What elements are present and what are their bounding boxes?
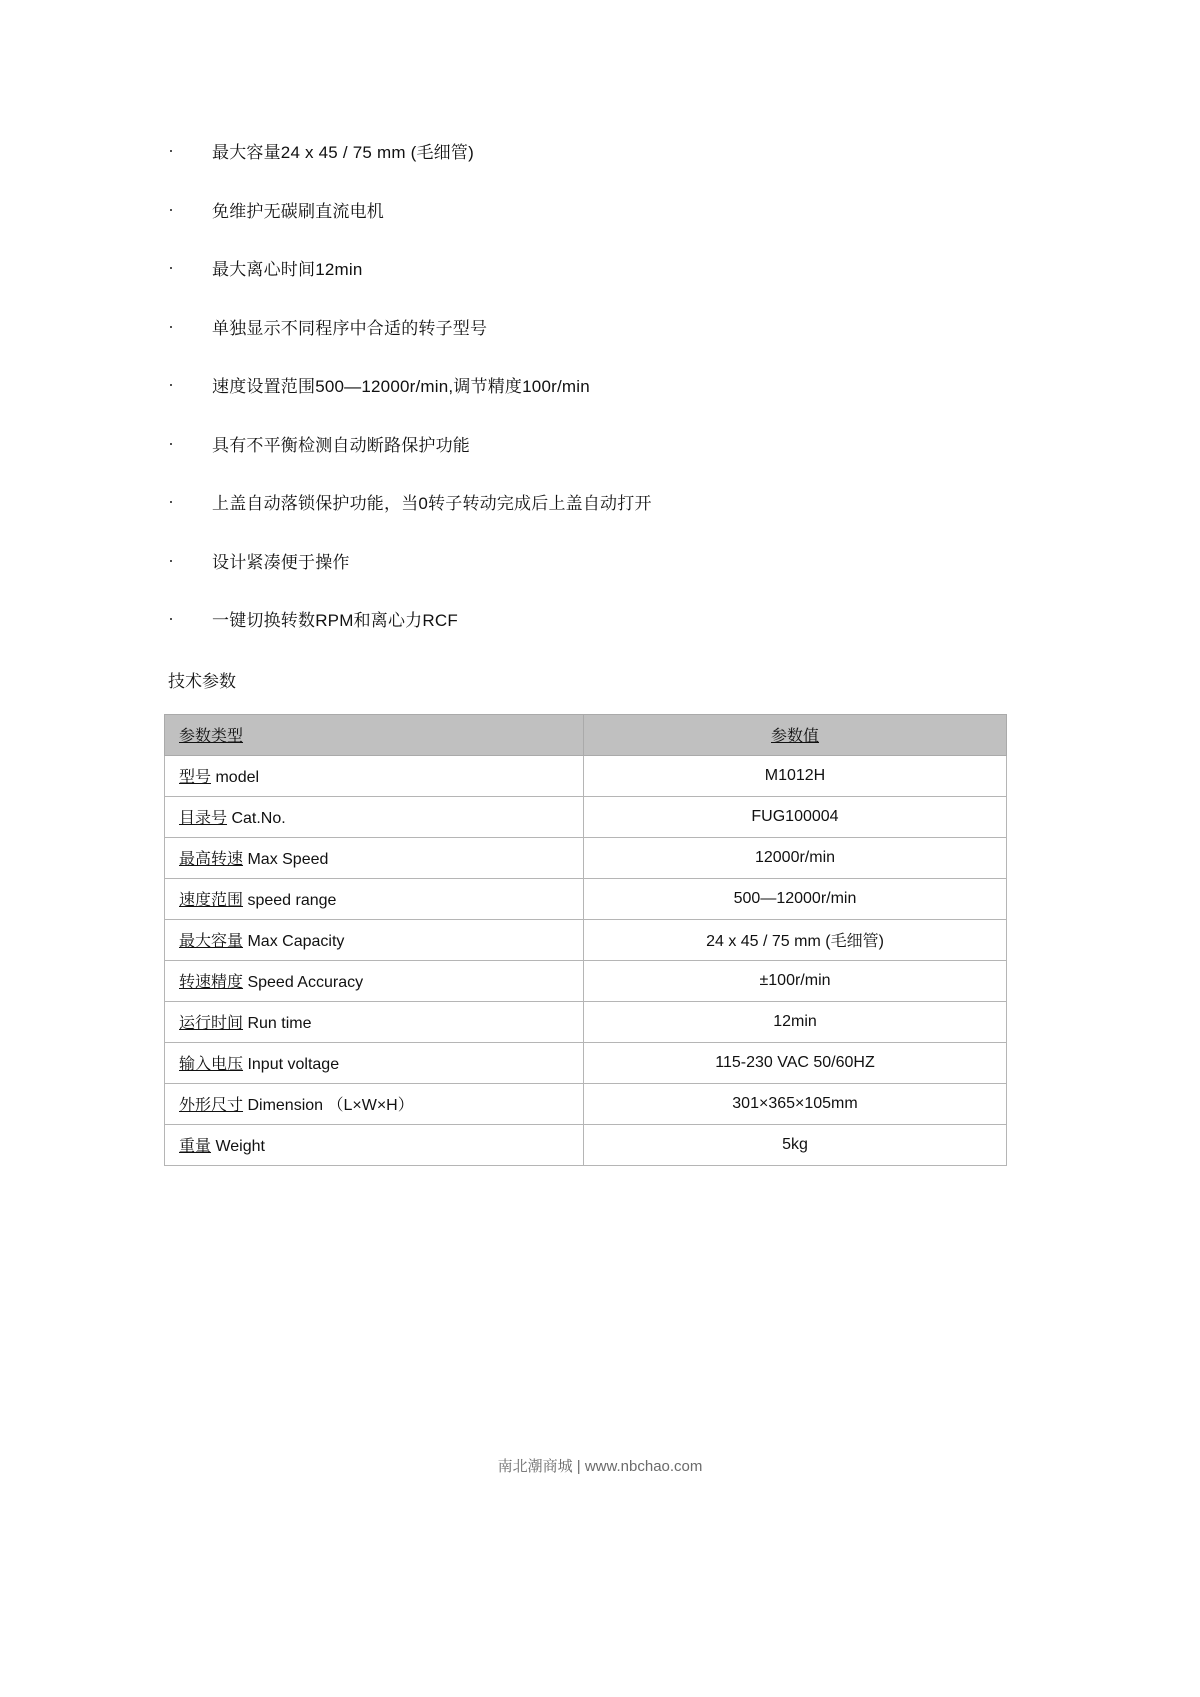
list-item-text: 最大离心时间12min: [212, 260, 363, 279]
label-rest: Speed Accuracy: [243, 974, 364, 991]
bullet-icon: ·: [168, 549, 175, 570]
list-item: [168, 316, 1040, 342]
table-header-label: 参数值: [770, 728, 819, 745]
label-rest: Dimension （L×W×H）: [243, 1097, 414, 1114]
list-item-text: 单独显示不同程序中合适的转子型号: [212, 318, 488, 338]
list-item-text: 最大容量24 x 45 / 75 mm (毛细管): [212, 143, 474, 162]
table-cell-label: [165, 796, 584, 837]
table-cell-value: 12000r/min: [584, 837, 1007, 878]
table-row: [165, 796, 1007, 837]
label-underlined: 输入电压: [179, 1056, 244, 1073]
table-cell-value: ±100r/min: [584, 960, 1007, 1001]
table-cell-value: 24 x 45 / 75 mm (毛细管): [584, 919, 1007, 960]
bullet-icon: ·: [168, 140, 175, 160]
table-cell-value: 301×365×105mm: [584, 1083, 1007, 1124]
label-rest: Cat.No.: [227, 810, 286, 827]
label-underlined: 运行时间: [179, 1015, 244, 1032]
list-item: [168, 199, 1040, 225]
table-cell-value: 12min: [584, 1001, 1007, 1042]
table-header: [165, 714, 1007, 755]
bullet-icon: ·: [168, 491, 175, 511]
table-cell-label: [165, 1083, 584, 1124]
list-item: [168, 374, 1040, 400]
list-item: [168, 433, 1040, 459]
list-item-text: 具有不平衡检测自动断路保护功能: [212, 435, 470, 455]
table-cell-label: [165, 755, 584, 796]
table-row: [165, 1083, 1007, 1124]
label-rest: Weight: [211, 1138, 265, 1155]
label-rest: Run time: [243, 1015, 312, 1032]
list-item: [168, 140, 1040, 166]
table-cell-label: [165, 1042, 584, 1083]
list-item-text: 上盖自动落锁保护功能，当0转子转动完成后上盖自动打开: [212, 494, 652, 513]
list-item: [168, 608, 1040, 634]
table-cell-value: 500—12000r/min: [584, 878, 1007, 919]
table-cell-value: 115-230 VAC 50/60HZ: [584, 1042, 1007, 1083]
list-item: [168, 257, 1040, 283]
feature-list: [168, 140, 1040, 634]
document-content: [168, 140, 1040, 1166]
table-cell-label: [165, 1001, 584, 1042]
label-underlined: 型号: [179, 769, 212, 786]
table-header-cell-parameter-value: [584, 714, 1007, 755]
table-cell-value: FUG100004: [584, 796, 1007, 837]
list-item-text: 免维护无碳刷直流电机: [212, 201, 384, 221]
bullet-icon: ·: [168, 315, 175, 336]
label-underlined: 最高转速: [179, 851, 244, 868]
label-underlined: 目录号: [179, 810, 228, 827]
label-underlined: 重量: [179, 1138, 212, 1155]
table-cell-label: [165, 837, 584, 878]
list-item-text: 速度设置范围500—12000r/min,调节精度100r/min: [212, 377, 590, 396]
list-item-text: 设计紧凑便于操作: [212, 552, 350, 572]
label-underlined: 最大容量: [179, 933, 244, 950]
table-body: [165, 755, 1007, 1165]
table-cell-label: [165, 919, 584, 960]
table-row: [165, 837, 1007, 878]
label-underlined: 转速精度: [179, 974, 244, 991]
table-row: [165, 960, 1007, 1001]
table-row: [165, 919, 1007, 960]
table-cell-value: 5kg: [584, 1124, 1007, 1165]
page-footer: 南北潮商城 | www.nbchao.com: [497, 1458, 703, 1475]
table-row: [165, 755, 1007, 796]
table-cell-value: M1012H: [584, 755, 1007, 796]
table-cell-label: [165, 960, 584, 1001]
label-underlined: 外形尺寸: [179, 1097, 244, 1114]
section-title: 技术参数: [168, 671, 236, 691]
list-item-text: 一键切换转数RPM和离心力RCF: [212, 611, 458, 630]
bullet-icon: ·: [168, 198, 175, 219]
label-rest: model: [211, 769, 260, 786]
list-item: [168, 491, 1040, 517]
table-header-cell-parameter-type: [165, 714, 584, 755]
table-row: [165, 1124, 1007, 1165]
label-rest: Input voltage: [243, 1056, 340, 1073]
bullet-icon: ·: [168, 432, 175, 453]
label-rest: speed range: [243, 892, 337, 909]
list-item: [168, 550, 1040, 576]
table-row: [165, 878, 1007, 919]
label-underlined: 速度范围: [179, 892, 244, 909]
table-header-label: 参数类型: [179, 728, 244, 745]
label-rest: Max Speed: [243, 851, 329, 868]
table-row: [165, 1042, 1007, 1083]
table-cell-label: [165, 1124, 584, 1165]
table-header-row: [165, 714, 1007, 755]
table-row: [165, 1001, 1007, 1042]
specifications-table: [164, 714, 1007, 1166]
bullet-icon: ·: [168, 257, 175, 277]
bullet-icon: ·: [168, 608, 175, 628]
table-cell-label: [165, 878, 584, 919]
bullet-icon: ·: [168, 374, 175, 394]
label-rest: Max Capacity: [243, 933, 345, 950]
